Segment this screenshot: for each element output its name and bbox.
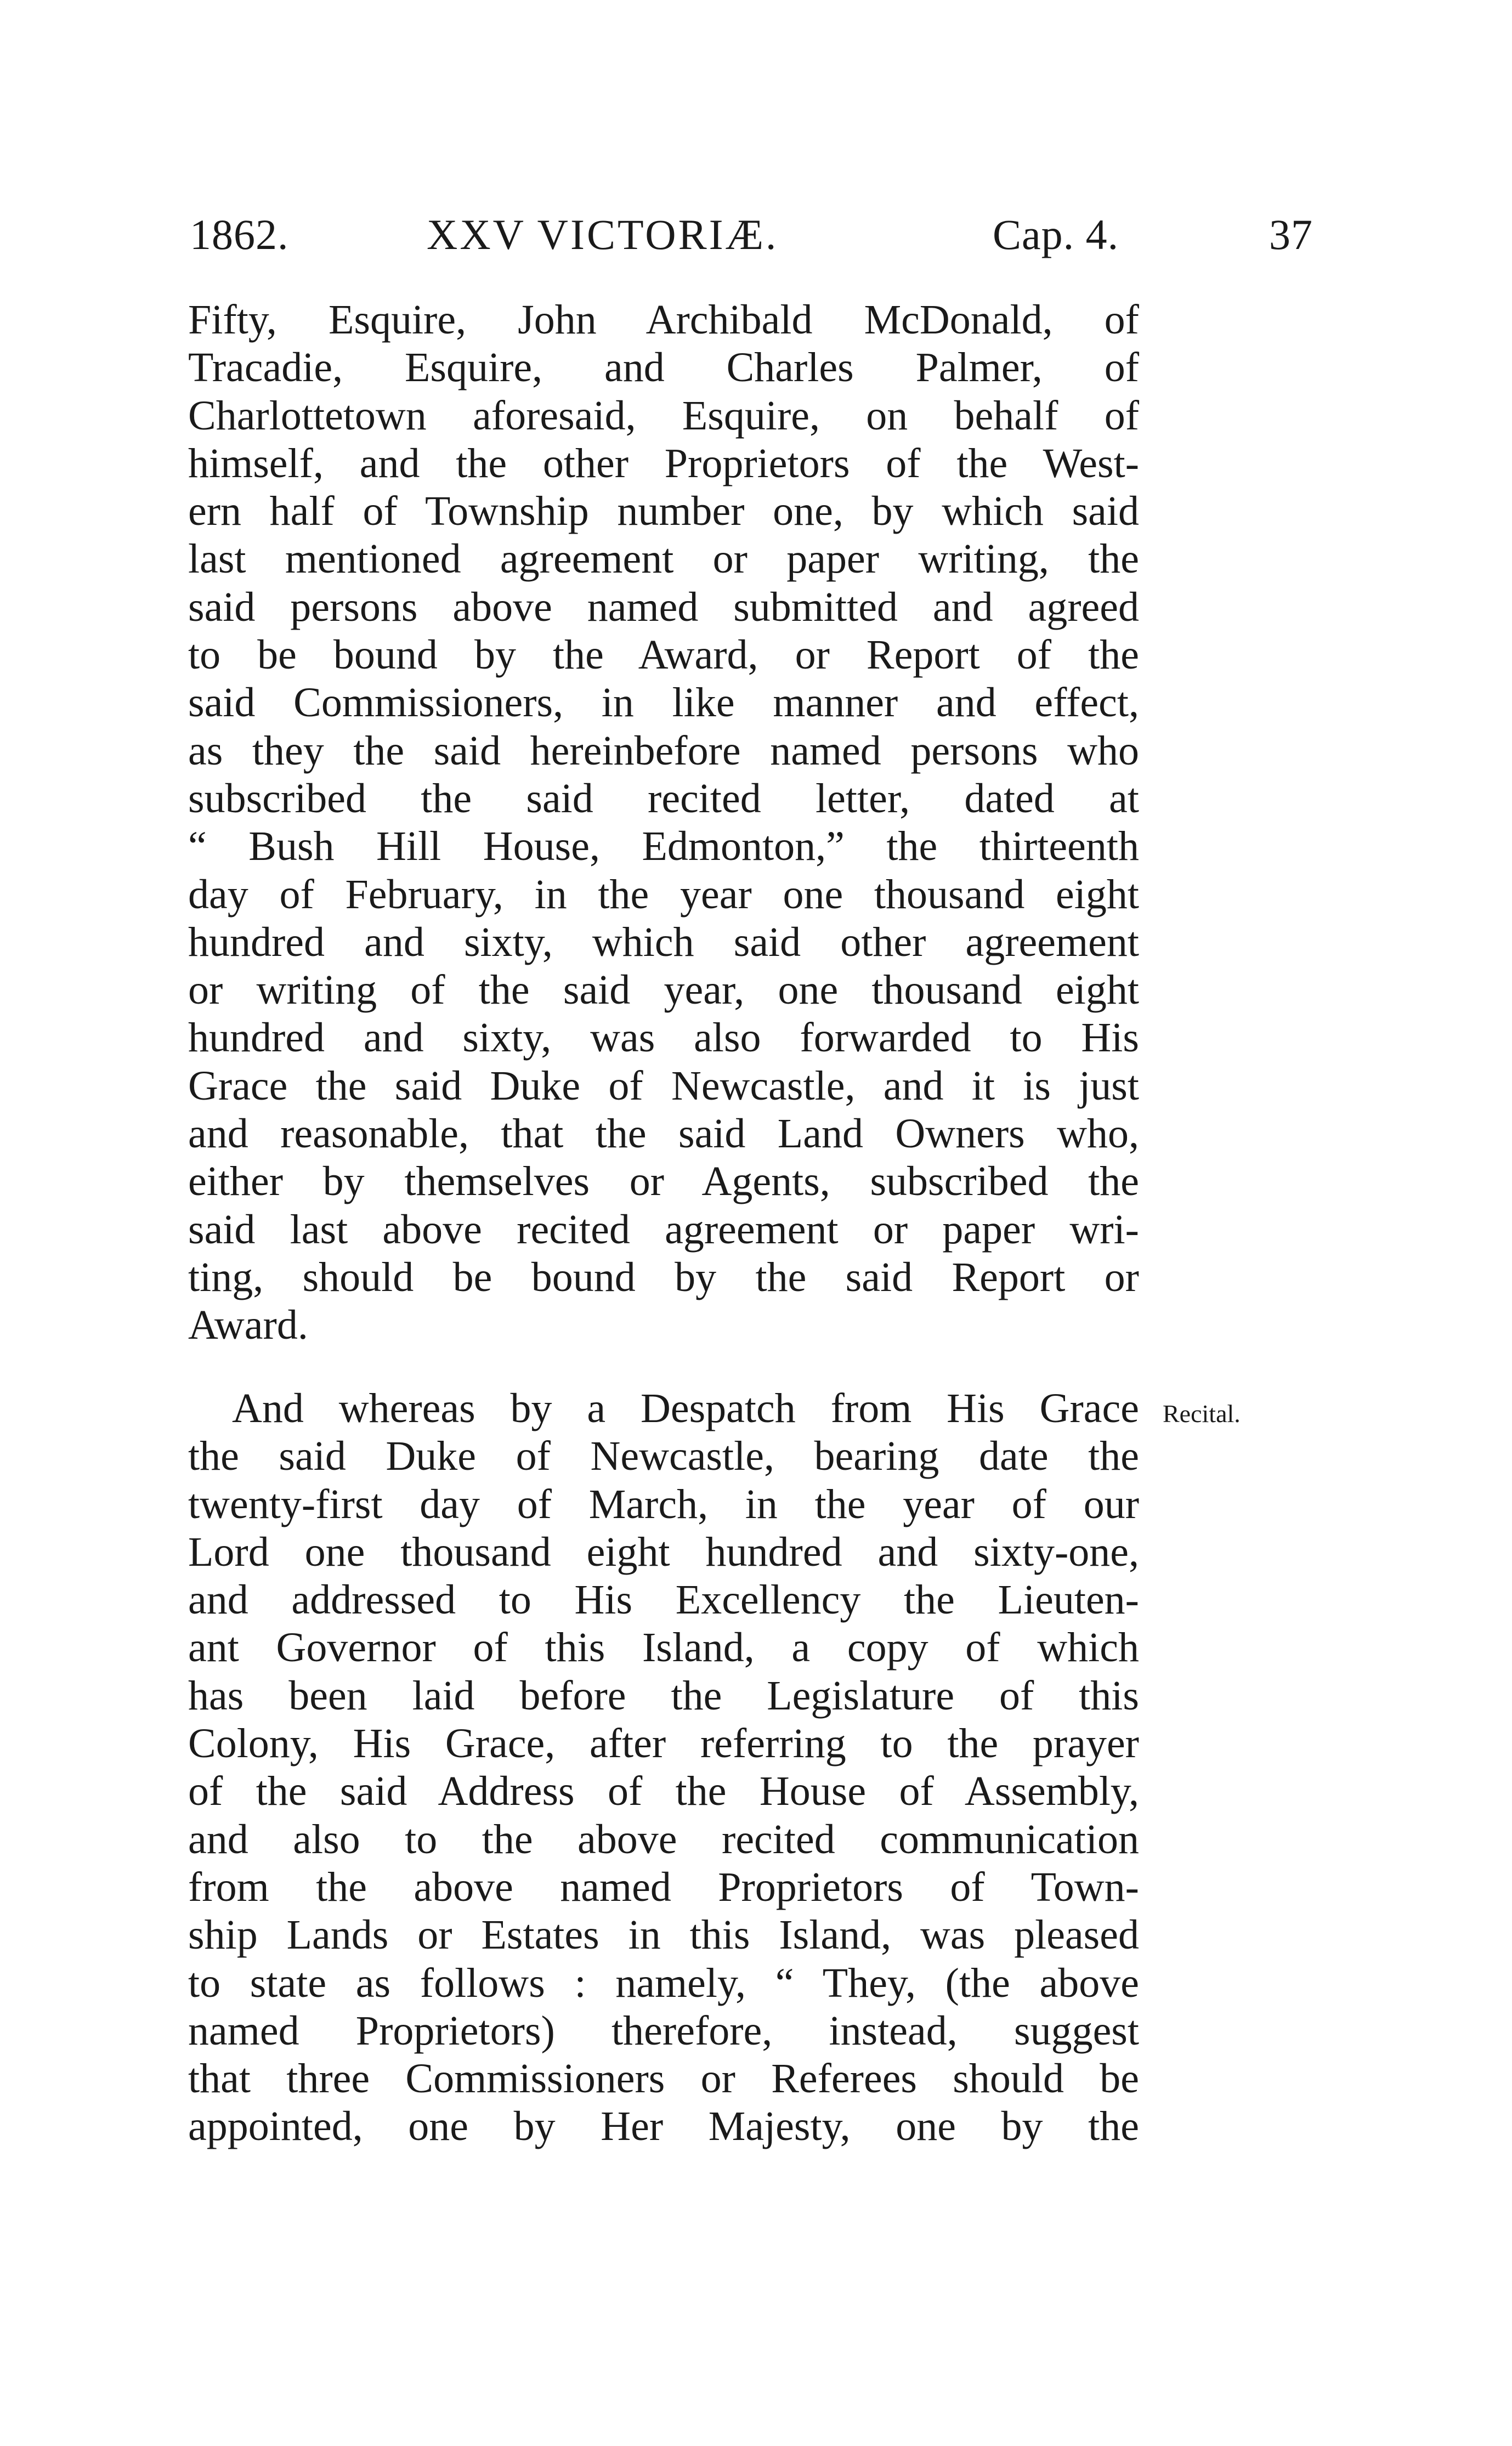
text-line: ern half of Township number one, by which said (188, 488, 1139, 535)
text-line: hundred and sixty, which said other agreement (188, 919, 1139, 965)
paragraph-1 (188, 296, 1139, 1350)
running-header (0, 202, 1512, 268)
text-line: himself, and the other Proprietors of the West- (188, 440, 1139, 486)
text-line: and addressed to His Excellency the Lieuten- (188, 1577, 1139, 1623)
text-line: day of February, in the year one thousand eight (188, 871, 1139, 918)
text-line: twenty-first day of March, in the year of our (188, 1481, 1139, 1527)
text-line: as they the said hereinbefore named persons who (188, 727, 1139, 774)
text-line: Award. (188, 1302, 308, 1349)
margin-note-recital: Recital. (1163, 1400, 1241, 1428)
text-line: ship Lands or Estates in this Island, was pleased (188, 1912, 1139, 1958)
header-chapter: Cap. 4. (993, 211, 1119, 258)
text-line: said persons above named submitted and agreed (188, 584, 1139, 630)
text-line: or writing of the said year, one thousand eight (188, 967, 1139, 1013)
text-line: And whereas by a Despatch from His Grace (232, 1385, 1139, 1431)
text-line: Lord one thousand eight hundred and sixty-one, (188, 1528, 1139, 1575)
text-line: named Proprietors) therefore, instead, suggest (188, 2007, 1139, 2054)
paragraph-2 (188, 1385, 1139, 2151)
text-line: either by themselves or Agents, subscribed the (188, 1158, 1139, 1205)
text-line: Charlottetown aforesaid, Esquire, on behalf of (188, 392, 1139, 439)
text-line: “ Bush Hill House, Edmonton,” the thirteenth (188, 823, 1139, 870)
text-line: last mentioned agreement or paper writing, the (188, 536, 1139, 582)
text-line: and reasonable, that the said Land Owners who, (188, 1111, 1139, 1157)
text-line: ant Governor of this Island, a copy of which (188, 1624, 1139, 1671)
text-line: from the above named Proprietors of Town- (188, 1864, 1139, 1910)
text-line: hundred and sixty, was also forwarded to His (188, 1015, 1139, 1061)
text-line: Grace the said Duke of Newcastle, and it is just (188, 1062, 1139, 1109)
header-title: XXV VICTORIÆ. (427, 211, 779, 258)
text-line: the said Duke of Newcastle, bearing date the (188, 1433, 1139, 1480)
text-line: ting, should be bound by the said Report or (188, 1254, 1139, 1300)
text-line: subscribed the said recited letter, dated at (188, 775, 1139, 822)
header-year: 1862. (190, 211, 289, 258)
text-line: Fifty, Esquire, John Archibald McDonald, of (188, 297, 1139, 343)
text-line: said Commissioners, in like manner and effect, (188, 680, 1139, 726)
text-line: said last above recited agreement or paper wri- (188, 1206, 1139, 1253)
text-line: and also to the above recited communication (188, 1816, 1139, 1862)
text-line: Tracadie, Esquire, and Charles Palmer, of (188, 344, 1139, 391)
text-line: of the said Address of the House of Assembly, (188, 1768, 1139, 1815)
text-line: to be bound by the Award, or Report of the (188, 632, 1139, 678)
text-line: appointed, one by Her Majesty, one by the (188, 2103, 1139, 2150)
page-number: 37 (1269, 211, 1313, 258)
text-line: that three Commissioners or Referees should be (188, 2056, 1139, 2102)
text-line: Colony, His Grace, after referring to the prayer (188, 1720, 1139, 1767)
text-line: has been laid before the Legislature of this (188, 1672, 1139, 1719)
text-line: to state as follows : namely, “ They, (the above (188, 1960, 1139, 2006)
